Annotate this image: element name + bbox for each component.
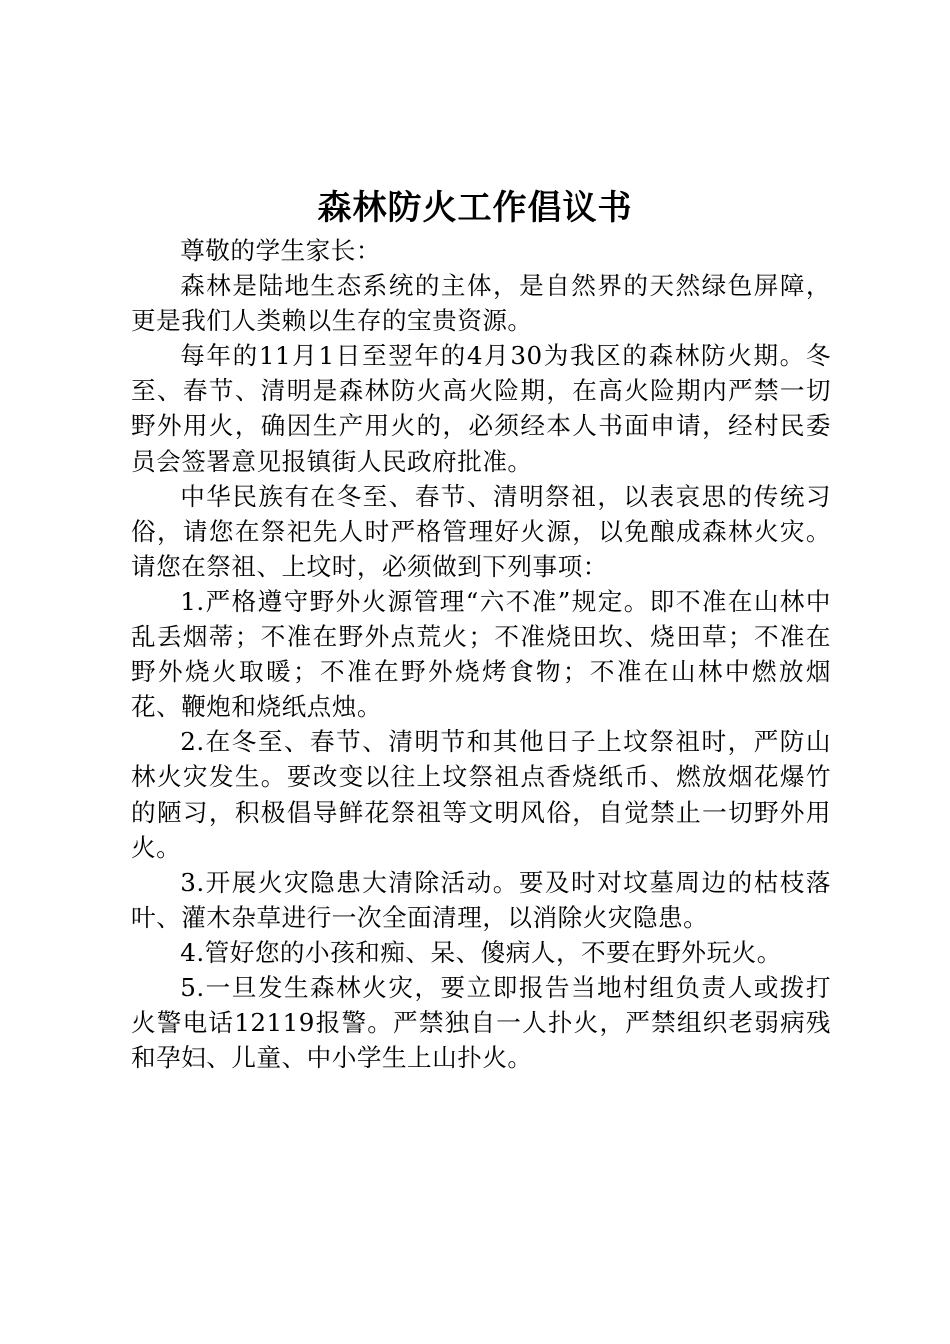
list-item-2: 2.在冬至、春节、清明节和其他日子上坟祭祖时，严防山林火灾发生。要改变以往上坟祭祖点香烧纸币、燃放烟花爆竹的陋习，积极倡导鲜花祭祖等文明风俗，自觉禁止一切野外用火。 [131, 727, 831, 862]
list-item-5: 5.一旦发生森林火灾，要立即报告当地村组负责人或拨打火警电话12119报警。严禁独自一人扑火，严禁组织老弱病残和孕妇、儿童、中小学生上山扑火。 [131, 972, 831, 1073]
paragraph-fire-season: 每年的11月1日至翌年的4月30为我区的森林防火期。冬至、春节、清明是森林防火高火险期，在高火险期内严禁一切野外用火，确因生产用火的，必须经本人书面申请，经村民委员会签署意见报镇街人民政府批准。 [131, 341, 831, 476]
list-item-1: 1.严格遵守野外火源管理“六不准”规定。即不准在山林中乱丢烟蒂；不准在野外点荒火；不准烧田坎、烧田草；不准在野外烧火取暖；不准在野外烧烤食物；不准在山林中燃放烟花、鞭炮和烧纸点烛。 [131, 586, 831, 722]
paragraph-ancestor-worship: 中华民族有在冬至、春节、清明祭祖，以表哀思的传统习俗，请您在祭祀先人时严格管理好火源，以免酿成森林火灾。请您在祭祖、上坟时，必须做到下列事项： [131, 481, 831, 581]
list-item-3: 3.开展火灾隐患大清除活动。要及时对坟墓周边的枯枝落叶、灌木杂草进行一次全面清理，以消除火灾隐患。 [131, 867, 831, 932]
document-title: 森林防火工作倡议书 [317, 188, 633, 228]
paragraph-intro: 森林是陆地生态系统的主体，是自然界的天然绿色屏障，更是我们人类赖以生存的宝贵资源。 [131, 271, 831, 336]
list-item-4: 4.管好您的小孩和痴、呆、傻病人，不要在野外玩火。 [180, 937, 782, 967]
salutation: 尊敬的学生家长： [180, 236, 381, 265]
document-body [131, 233, 831, 1075]
